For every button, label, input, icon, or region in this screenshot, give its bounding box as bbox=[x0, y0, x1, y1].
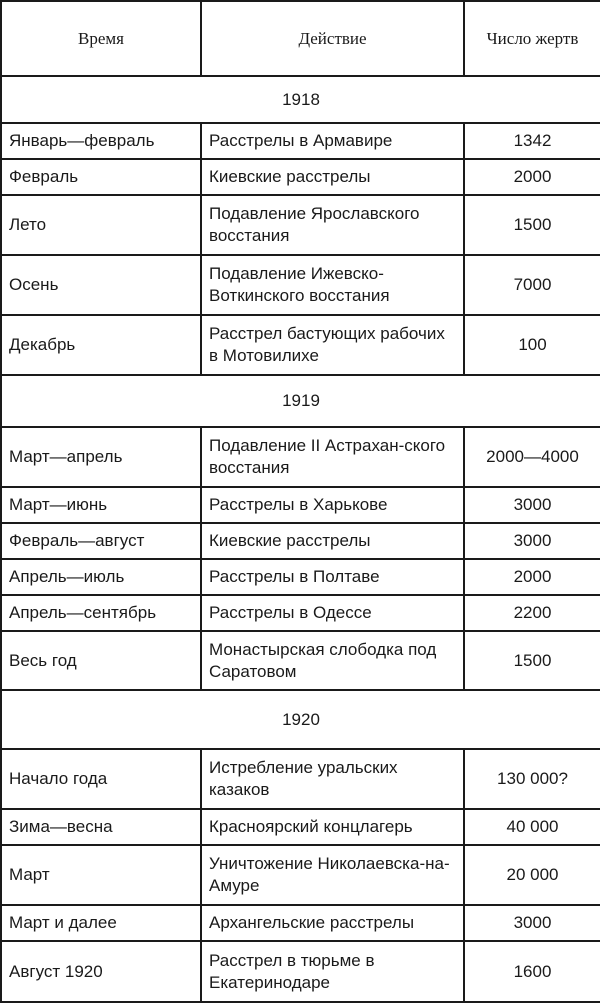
time-cell: Весь год bbox=[1, 631, 201, 690]
time-cell: Август 1920 bbox=[1, 941, 201, 1002]
time-cell: Апрель—июль bbox=[1, 559, 201, 595]
action-cell: Подавление Ярославского восстания bbox=[201, 195, 464, 255]
count-cell: 3000 bbox=[464, 487, 600, 523]
action-cell: Расстрел бастующих рабочих в Мотовилихе bbox=[201, 315, 464, 375]
action-cell: Архангельские расстрелы bbox=[201, 905, 464, 941]
time-cell: Лето bbox=[1, 195, 201, 255]
action-cell: Расстрелы в Одессе bbox=[201, 595, 464, 631]
action-cell: Монастырская слободка под Саратовом bbox=[201, 631, 464, 690]
table-row bbox=[1, 123, 600, 159]
time-cell: Март—апрель bbox=[1, 427, 201, 487]
count-cell: 100 bbox=[464, 315, 600, 375]
count-cell: 2000 bbox=[464, 559, 600, 595]
time-cell: Осень bbox=[1, 255, 201, 315]
year-label: 1920 bbox=[1, 690, 600, 749]
action-cell: Киевские расстрелы bbox=[201, 159, 464, 195]
action-cell: Расстрелы в Армавире bbox=[201, 123, 464, 159]
count-cell: 1500 bbox=[464, 195, 600, 255]
year-row bbox=[1, 690, 600, 749]
time-cell: Март и далее bbox=[1, 905, 201, 941]
count-cell: 7000 bbox=[464, 255, 600, 315]
action-cell: Киевские расстрелы bbox=[201, 523, 464, 559]
year-label: 1918 bbox=[1, 76, 600, 123]
table-row bbox=[1, 427, 600, 487]
time-cell: Зима—весна bbox=[1, 809, 201, 845]
action-cell: Расстрел в тюрьме в Екатеринодаре bbox=[201, 941, 464, 1002]
count-cell: 1500 bbox=[464, 631, 600, 690]
header-victims: Число жертв bbox=[464, 1, 600, 76]
table-row bbox=[1, 809, 600, 845]
table-row bbox=[1, 559, 600, 595]
table-row bbox=[1, 941, 600, 1002]
time-cell: Февраль—август bbox=[1, 523, 201, 559]
count-cell: 1600 bbox=[464, 941, 600, 1002]
count-cell: 20 000 bbox=[464, 845, 600, 905]
count-cell: 40 000 bbox=[464, 809, 600, 845]
table-row bbox=[1, 631, 600, 690]
header-time: Время bbox=[1, 1, 201, 76]
table-row bbox=[1, 195, 600, 255]
table-row bbox=[1, 845, 600, 905]
time-cell: Март—июнь bbox=[1, 487, 201, 523]
year-label: 1919 bbox=[1, 375, 600, 427]
action-cell: Уничтожение Николаевска-на-Амуре bbox=[201, 845, 464, 905]
time-cell: Январь—февраль bbox=[1, 123, 201, 159]
count-cell: 130 000? bbox=[464, 749, 600, 809]
table-row bbox=[1, 749, 600, 809]
action-cell: Подавление II Астрахан-ского восстания bbox=[201, 427, 464, 487]
header-row bbox=[1, 1, 600, 76]
header-action: Действие bbox=[201, 1, 464, 76]
action-cell: Подавление Ижевско-Воткинского восстания bbox=[201, 255, 464, 315]
time-cell: Апрель—сентябрь bbox=[1, 595, 201, 631]
year-row bbox=[1, 375, 600, 427]
count-cell: 3000 bbox=[464, 523, 600, 559]
action-cell: Расстрелы в Харькове bbox=[201, 487, 464, 523]
count-cell: 2000—4000 bbox=[464, 427, 600, 487]
count-cell: 2000 bbox=[464, 159, 600, 195]
table-body bbox=[1, 76, 600, 1002]
time-cell: Декабрь bbox=[1, 315, 201, 375]
time-cell: Февраль bbox=[1, 159, 201, 195]
table-row bbox=[1, 487, 600, 523]
year-row bbox=[1, 76, 600, 123]
time-cell: Март bbox=[1, 845, 201, 905]
time-cell: Начало года bbox=[1, 749, 201, 809]
table-row bbox=[1, 255, 600, 315]
table-row bbox=[1, 595, 600, 631]
table-row bbox=[1, 523, 600, 559]
count-cell: 2200 bbox=[464, 595, 600, 631]
count-cell: 1342 bbox=[464, 123, 600, 159]
count-cell: 3000 bbox=[464, 905, 600, 941]
action-cell: Расстрелы в Полтаве bbox=[201, 559, 464, 595]
table-row bbox=[1, 315, 600, 375]
action-cell: Истребление уральских казаков bbox=[201, 749, 464, 809]
table-row bbox=[1, 159, 600, 195]
table-row bbox=[1, 905, 600, 941]
action-cell: Красноярский концлагерь bbox=[201, 809, 464, 845]
